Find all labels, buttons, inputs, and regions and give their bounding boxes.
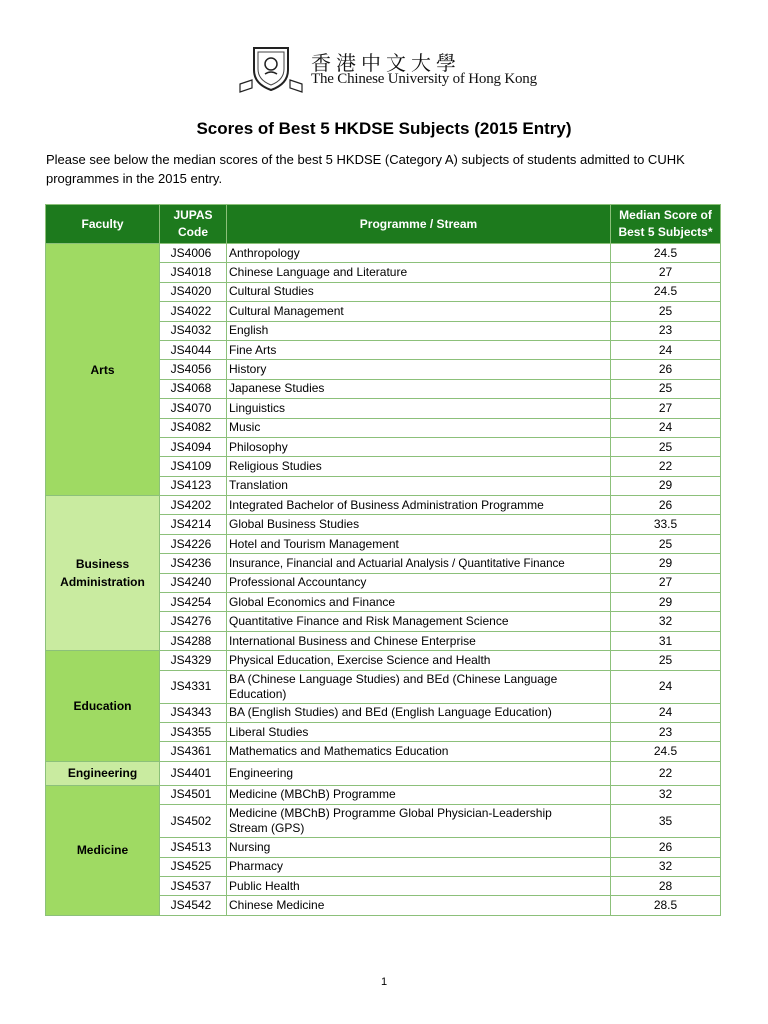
jupas-code: JS4240 <box>160 573 227 592</box>
median-score: 29 <box>611 476 721 495</box>
median-score: 27 <box>611 399 721 418</box>
programme-name: Anthropology <box>227 244 611 263</box>
programme-name: Medicine (MBChB) Programme <box>227 785 611 804</box>
crest-icon <box>238 44 304 94</box>
median-score: 24 <box>611 340 721 359</box>
table-row <box>46 761 721 785</box>
jupas-code: JS4236 <box>160 554 227 573</box>
jupas-code: JS4018 <box>160 263 227 282</box>
programme-name: Chinese Medicine <box>227 896 611 915</box>
programme-name: Public Health <box>227 876 611 895</box>
jupas-code: JS4226 <box>160 534 227 553</box>
jupas-code: JS4401 <box>160 761 227 785</box>
jupas-code: JS4123 <box>160 476 227 495</box>
programme-name: Pharmacy <box>227 857 611 876</box>
intro-paragraph: Please see below the median scores of the best 5 HKDSE (Category A) subjects of students admitted to CUHK programmes in the 2015 entry. <box>46 152 685 186</box>
jupas-code: JS4022 <box>160 302 227 321</box>
programme-name: Linguistics <box>227 399 611 418</box>
jupas-code: JS4094 <box>160 437 227 456</box>
jupas-code: JS4331 <box>160 670 227 703</box>
programme-name: Insurance, Financial and Actuarial Analysis / Quantitative Finance <box>227 554 611 573</box>
median-score: 24 <box>611 703 721 722</box>
jupas-code: JS4361 <box>160 742 227 761</box>
programme-name: Fine Arts <box>227 340 611 359</box>
programme-name: BA (English Studies) and BEd (English Language Education) <box>227 703 611 722</box>
median-score: 33.5 <box>611 515 721 534</box>
programme-name: Cultural Studies <box>227 282 611 301</box>
jupas-code: JS4214 <box>160 515 227 534</box>
programme-name: Mathematics and Mathematics Education <box>227 742 611 761</box>
university-name-chinese: 香港中文大學 <box>311 51 461 75</box>
programme-name: Physical Education, Exercise Science and Health <box>227 651 611 670</box>
programme-name: Global Economics and Finance <box>227 593 611 612</box>
table-header-row <box>46 205 721 244</box>
table-row <box>46 651 721 670</box>
median-score: 29 <box>611 593 721 612</box>
programme-name: Religious Studies <box>227 457 611 476</box>
jupas-code: JS4537 <box>160 876 227 895</box>
scores-table <box>45 204 721 916</box>
median-score: 26 <box>611 360 721 379</box>
table-row <box>46 496 721 515</box>
programme-name: Hotel and Tourism Management <box>227 534 611 553</box>
programme-name: BA (Chinese Language Studies) and BEd (Chinese Language Education) <box>227 670 611 703</box>
header-faculty: Faculty <box>46 205 160 244</box>
median-score: 24 <box>611 418 721 437</box>
jupas-code: JS4502 <box>160 805 227 838</box>
faculty-business-administration: Business Administration <box>46 496 160 651</box>
jupas-code: JS4044 <box>160 340 227 359</box>
median-score: 32 <box>611 612 721 631</box>
median-score: 32 <box>611 785 721 804</box>
jupas-code: JS4329 <box>160 651 227 670</box>
median-score: 29 <box>611 554 721 573</box>
median-score: 35 <box>611 805 721 838</box>
median-score: 32 <box>611 857 721 876</box>
jupas-code: JS4202 <box>160 496 227 515</box>
median-score: 25 <box>611 302 721 321</box>
median-score: 24.5 <box>611 742 721 761</box>
jupas-code: JS4254 <box>160 593 227 612</box>
median-score: 22 <box>611 761 721 785</box>
programme-name: Global Business Studies <box>227 515 611 534</box>
jupas-code: JS4006 <box>160 244 227 263</box>
jupas-code: JS4056 <box>160 360 227 379</box>
programme-name: Music <box>227 418 611 437</box>
university-name-english: The Chinese University of Hong Kong <box>311 71 537 87</box>
jupas-code: JS4020 <box>160 282 227 301</box>
jupas-code: JS4068 <box>160 379 227 398</box>
median-score: 25 <box>611 437 721 456</box>
faculty-education: Education <box>46 651 160 762</box>
median-score: 25 <box>611 534 721 553</box>
programme-name: History <box>227 360 611 379</box>
median-score: 28 <box>611 876 721 895</box>
page-number: 1 <box>380 976 388 988</box>
table-row <box>46 244 721 263</box>
jupas-code: JS4082 <box>160 418 227 437</box>
programme-name: Japanese Studies <box>227 379 611 398</box>
header-jupas-code: JUPAS Code <box>160 205 227 244</box>
faculty-medicine: Medicine <box>46 785 160 915</box>
programme-name: Chinese Language and Literature <box>227 263 611 282</box>
median-score: 24 <box>611 670 721 703</box>
median-score: 27 <box>611 263 721 282</box>
programme-name: Philosophy <box>227 437 611 456</box>
jupas-code: JS4070 <box>160 399 227 418</box>
programme-name: Nursing <box>227 838 611 857</box>
programme-name: English <box>227 321 611 340</box>
jupas-code: JS4288 <box>160 631 227 650</box>
header-programme: Programme / Stream <box>227 205 611 244</box>
jupas-code: JS4276 <box>160 612 227 631</box>
jupas-code: JS4355 <box>160 722 227 741</box>
median-score: 23 <box>611 321 721 340</box>
programme-name: International Business and Chinese Enterprise <box>227 631 611 650</box>
jupas-code: JS4501 <box>160 785 227 804</box>
median-score: 27 <box>611 573 721 592</box>
programme-name: Integrated Bachelor of Business Administration Programme <box>227 496 611 515</box>
programme-name: Liberal Studies <box>227 722 611 741</box>
document-title: Scores of Best 5 HKDSE Subjects (2015 Entry) <box>196 119 572 138</box>
faculty-arts: Arts <box>46 244 160 496</box>
median-score: 31 <box>611 631 721 650</box>
median-score: 25 <box>611 379 721 398</box>
faculty-engineering: Engineering <box>46 761 160 785</box>
median-score: 26 <box>611 838 721 857</box>
jupas-code: JS4343 <box>160 703 227 722</box>
university-logo <box>238 44 538 94</box>
table-row <box>46 785 721 804</box>
programme-name: Professional Accountancy <box>227 573 611 592</box>
median-score: 26 <box>611 496 721 515</box>
programme-name: Engineering <box>227 761 611 785</box>
median-score: 28.5 <box>611 896 721 915</box>
median-score: 24.5 <box>611 244 721 263</box>
median-score: 22 <box>611 457 721 476</box>
median-score: 25 <box>611 651 721 670</box>
header-median-score: Median Score of Best 5 Subjects* <box>611 205 721 244</box>
programme-name: Translation <box>227 476 611 495</box>
jupas-code: JS4525 <box>160 857 227 876</box>
programme-name: Cultural Management <box>227 302 611 321</box>
jupas-code: JS4109 <box>160 457 227 476</box>
jupas-code: JS4542 <box>160 896 227 915</box>
jupas-code: JS4513 <box>160 838 227 857</box>
programme-name: Quantitative Finance and Risk Management Science <box>227 612 611 631</box>
median-score: 23 <box>611 722 721 741</box>
programme-name: Medicine (MBChB) Programme Global Physician-Leadership Stream (GPS) <box>227 805 611 838</box>
jupas-code: JS4032 <box>160 321 227 340</box>
median-score: 24.5 <box>611 282 721 301</box>
